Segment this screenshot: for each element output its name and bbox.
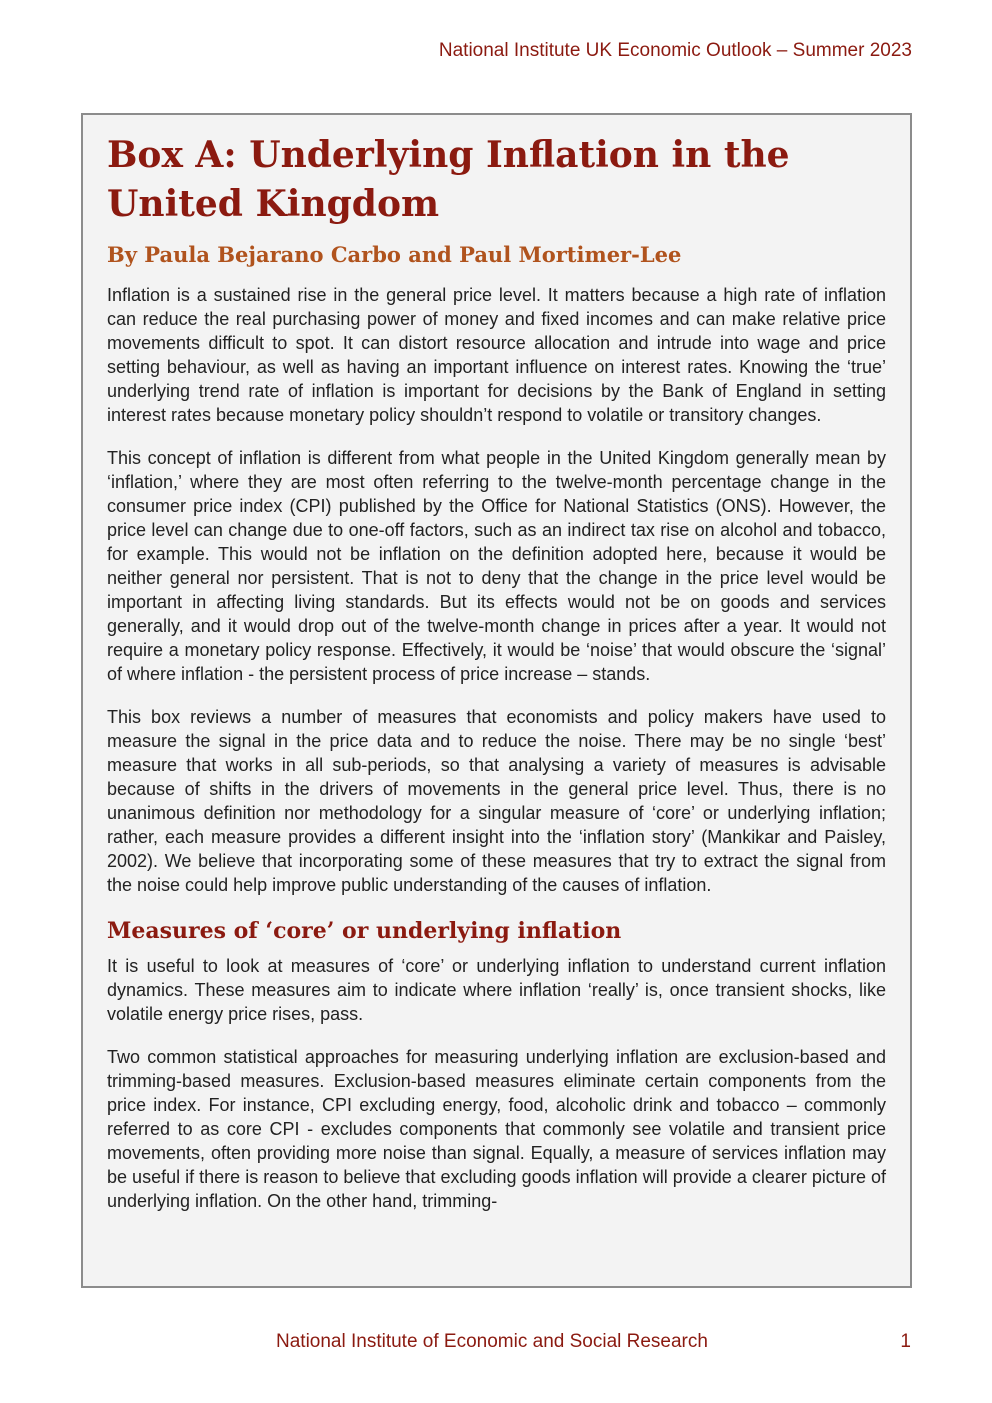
body-paragraph: Inflation is a sustained rise in the general price level. It matters because a high rate of inflation can reduce the real purchasing power of money and fixed incomes and can make relative price movements difficult to spot. It can distort resource allocation and intrude into wage and price setting behaviour, as well as having an important influence on interest rates. Knowing the ‘true’ underlying trend rate of inflation is important for decisions by the Bank of England in setting interest rates because monetary policy shouldn’t respond to volatile or transitory changes. xyxy=(107,285,886,425)
body-paragraph: This concept of inflation is different from what people in the United Kingdom generally mean by ‘inflation,’ where they are most often referring to the twelve-month percentage change in the consumer price index (CPI) published by the Office for National Statistics (ONS). However, the price level can change due to one-off factors, such as an indirect tax rise on alcohol and tobacco, for example. This would not be inflation on the definition adopted here, because it would be neither general nor persistent. That is not to deny that the change in the price level would be important in affecting living standards. But its effects would not be on goods and services generally, and it would drop out of the twelve-month change in prices after a year. It would not require a monetary policy response. Effectively, it would be ‘noise’ that would obscure the ‘signal’ of where inflation - the persistent process of price increase – stands. xyxy=(107,448,886,684)
box-title: Box A: Underlying Inflation in the United Kingdom xyxy=(107,134,790,225)
body-paragraph: Two common statistical approaches for measuring underlying inflation are exclusion-based and trimming-based measures. Exclusion-based measures eliminate certain components from the price index. For instance, CPI excluding energy, food, alcoholic drink and tobacco – commonly referred to as core CPI - excludes components that commonly see volatile and transient price movements, often providing more noise than signal. Equally, a measure of services inflation may be useful if there is reason to believe that excluding goods inflation will provide a clearer picture of underlying inflation. On the other hand, trimming- xyxy=(107,1047,886,1211)
page-number: 1 xyxy=(900,1331,911,1352)
author-byline: By Paula Bejarano Carbo and Paul Mortimer-Lee xyxy=(107,242,682,267)
section-heading: Measures of ‘core’ or underlying inflation xyxy=(107,918,622,944)
body-paragraph: It is useful to look at measures of ‘core’ or underlying inflation to understand current inflation dynamics. These measures aim to indicate where inflation ‘really’ is, once transient shocks, like volatile energy price rises, pass. xyxy=(107,956,886,1024)
body-paragraph: This box reviews a number of measures that economists and policy makers have used to measure the signal in the price data and to reduce the noise. There may be no single ‘best’ measure that works in all sub-periods, so that analysing a variety of measures is advisable because of shifts in the drivers of movements in the general price level. Thus, there is no unanimous definition nor methodology for a singular measure of ‘core’ or underlying inflation; rather, each measure provides a different insight into the ‘inflation story’ (Mankikar and Paisley, 2002). We believe that incorporating some of these measures that try to extract the signal from the noise could help improve public understanding of the causes of inflation. xyxy=(107,707,886,895)
box-a-panel xyxy=(81,113,912,1288)
footer-publisher: National Institute of Economic and Social Research xyxy=(276,1331,708,1352)
running-header: National Institute UK Economic Outlook – Summer 2023 xyxy=(438,40,912,61)
